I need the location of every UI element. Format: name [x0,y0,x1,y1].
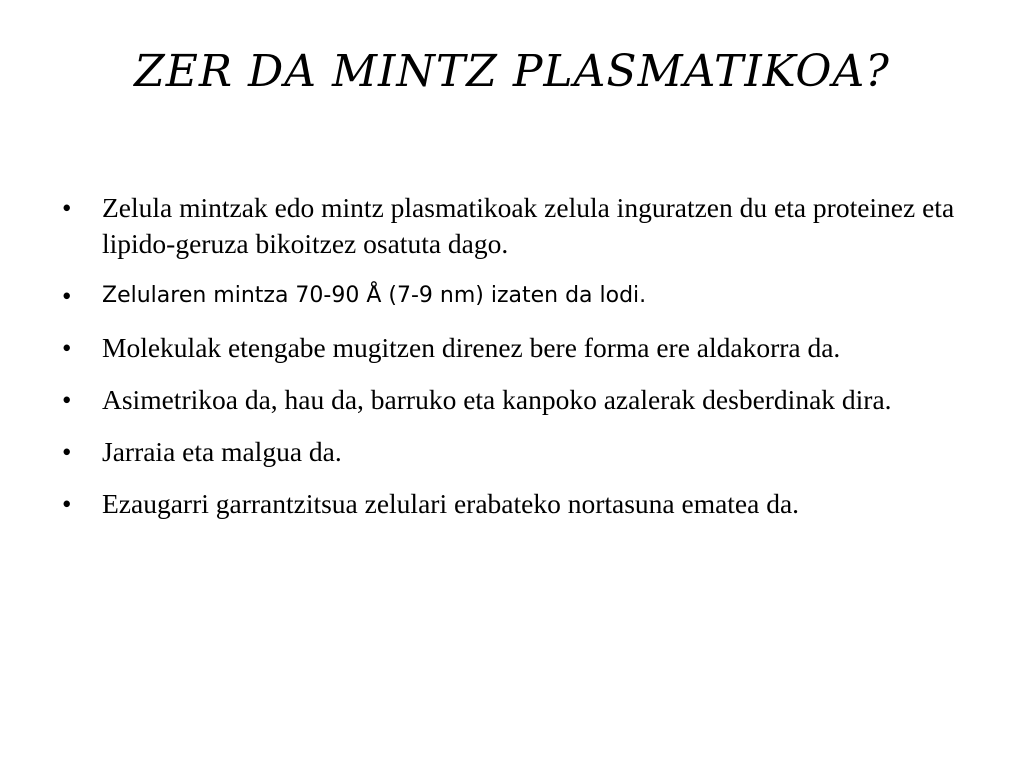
bullet-dot-icon: • [62,489,72,519]
bullet-item [62,330,962,366]
bullet-item [62,434,962,470]
bullet-text: Zelularen mintza 70-90 Å (7-9 nm) izaten da lodi. [102,283,647,308]
bullet-text: Asimetrikoa da, hau da, barruko eta kanpoko azalerak desberdinak dira. [102,384,892,415]
bullet-text: Jarraia eta malgua da. [102,436,342,467]
bullet-dot-icon: • [62,385,72,415]
bullet-item [62,278,962,314]
bullet-dot-icon: • [62,437,72,467]
bullet-text: Molekulak etengabe mugitzen direnez bere forma ere aldakorra da. [102,332,841,363]
bullet-dot-icon: • [62,193,72,223]
bullet-item [62,190,962,262]
bullet-item [62,382,962,418]
slide-title: ZER DA MINTZ PLASMATIKOA? [134,46,890,97]
bullet-dot-icon: • [62,333,72,363]
bullet-list [62,190,962,538]
bullet-dot-icon: • [62,281,72,311]
bullet-text: Zelula mintzak edo mintz plasmatikoak zelula inguratzen du eta proteinez eta lipido-geruza bikoitzez osatuta dago. [102,192,955,259]
bullet-item [62,486,962,522]
bullet-text: Ezaugarri garrantzitsua zelulari erabateko nortasuna ematea da. [102,488,800,519]
